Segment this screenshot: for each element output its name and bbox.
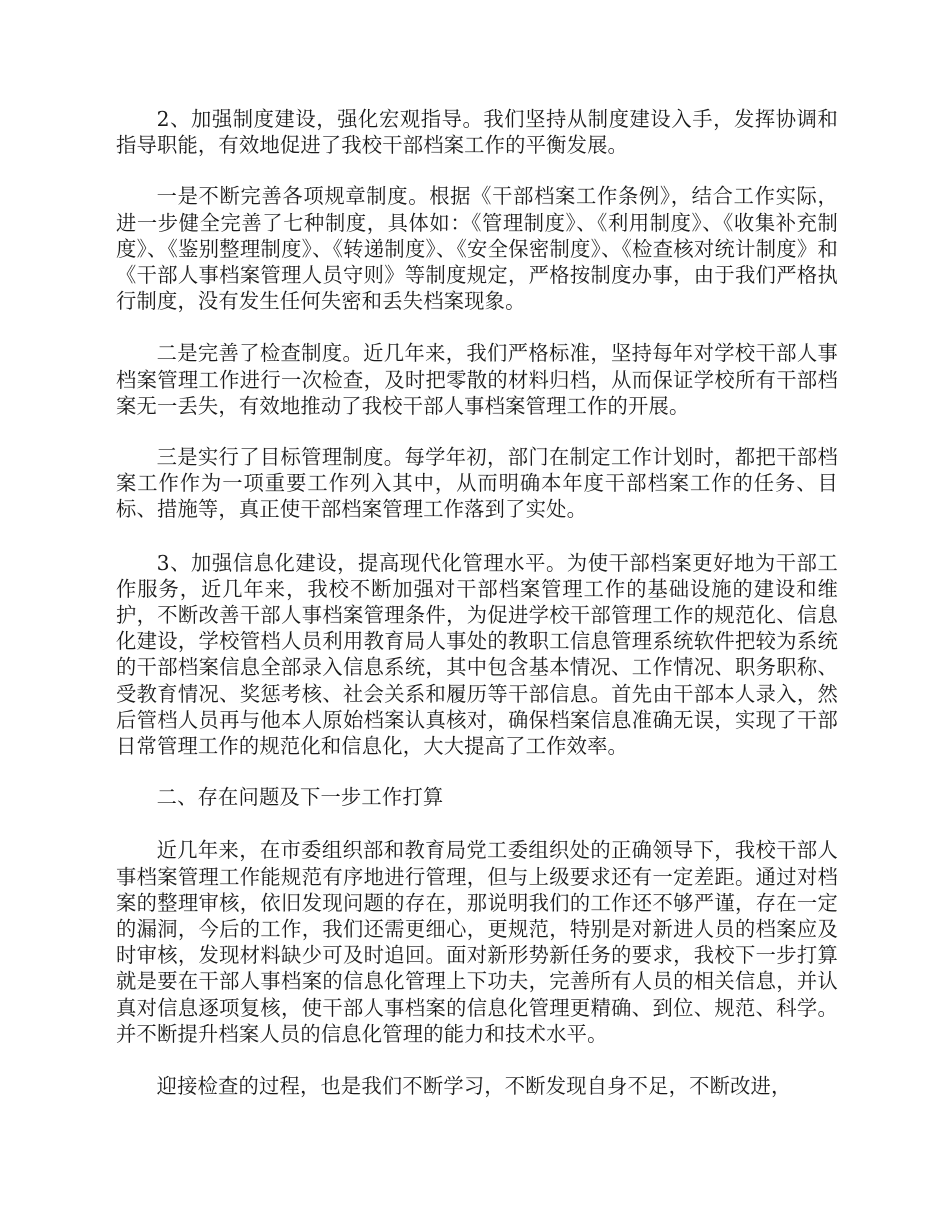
paragraph-institution-building: 2、加强制度建设，强化宏观指导。我们坚持从制度建设入手，发挥协调和指导职能，有效地促进了我校干部档案工作的平衡发展。 — [116, 107, 838, 158]
paragraph-target-management: 三是实行了目标管理制度。每学年初，部门在制定工作计划时，都把干部档案工作作为一项重要工作列入其中，从而明确本年度干部档案工作的任务、目标、措施等，真正使干部档案管理工作落到了实处。 — [116, 445, 838, 522]
paragraph-informatization: 3、加强信息化建设，提高现代化管理水平。为使干部档案更好地为干部工作服务，近几年来，我校不断加强对干部档案管理工作的基础设施的建设和维护，不断改善干部人事档案管理条件，为促进学校干部管理工作的规范化、信息化建设，学校管档人员利用教育局人事处的教职工信息管理系统软件把较为系统的干部档案信息全部录入信息系统，其中包含基本情况、工作情况、职务职称、受教育情况、奖惩考核、社会关系和履历等干部信息。首先由干部本人录入，然后管档人员再与他本人原始档案认真核对，确保档案信息准确无误，实现了干部日常管理工作的规范化和信息化，大大提高了工作效率。 — [116, 550, 838, 759]
paragraph-inspection-system: 二是完善了检查制度。近几年来，我们严格标准，坚持每年对学校干部人事档案管理工作进行一次检查，及时把零散的材料归档，从而保证学校所有干部档案无一丢失，有效地推动了我校干部人事档案管理工作的开展。 — [116, 341, 838, 418]
paragraph-problems-and-plans: 近几年来，在市委组织部和教育局党工委组织处的正确领导下，我校干部人事档案管理工作能规范有序地进行管理，但与上级要求还有一定差距。通过对档案的整理审核，依旧发现问题的存在，那说明我们的工作还不够严谨，存在一定的漏洞，今后的工作，我们还需更细心，更规范，特别是对新进人员的档案应及时审核，发现材料缺少可及时追回。面对新形势新任务的要求，我校下一步打算就是要在干部人事档案的信息化管理上下功夫，完善所有人员的相关信息，并认真对信息逐项复核，使干部人事档案的信息化管理更精确、到位、规范、科学。并不断提升档案人员的信息化管理的能力和技术水平。 — [116, 838, 838, 1046]
paragraph-rules-and-regulations: 一是不断完善各项规章制度。根据《干部档案工作条例》，结合工作实际，进一步健全完善了七种制度，具体如：《管理制度》、《利用制度》、《收集补充制度》、《鉴别整理制度》、《转递制度》、《安全保密制度》、《检查核对统计制度》和《干部人事档案管理人员守则》等制度规定，严格按制度办事，由于我们严格执行制度，没有发生任何失密和丢失档案现象。 — [116, 184, 838, 314]
document-page — [116, 106, 838, 1099]
paragraph-inspection-process: 迎接检查的过程，也是我们不断学习，不断发现自身不足，不断改进， — [156, 1074, 792, 1099]
section-heading-problems-and-plans: 二、存在问题及下一步工作打算 — [156, 785, 444, 810]
